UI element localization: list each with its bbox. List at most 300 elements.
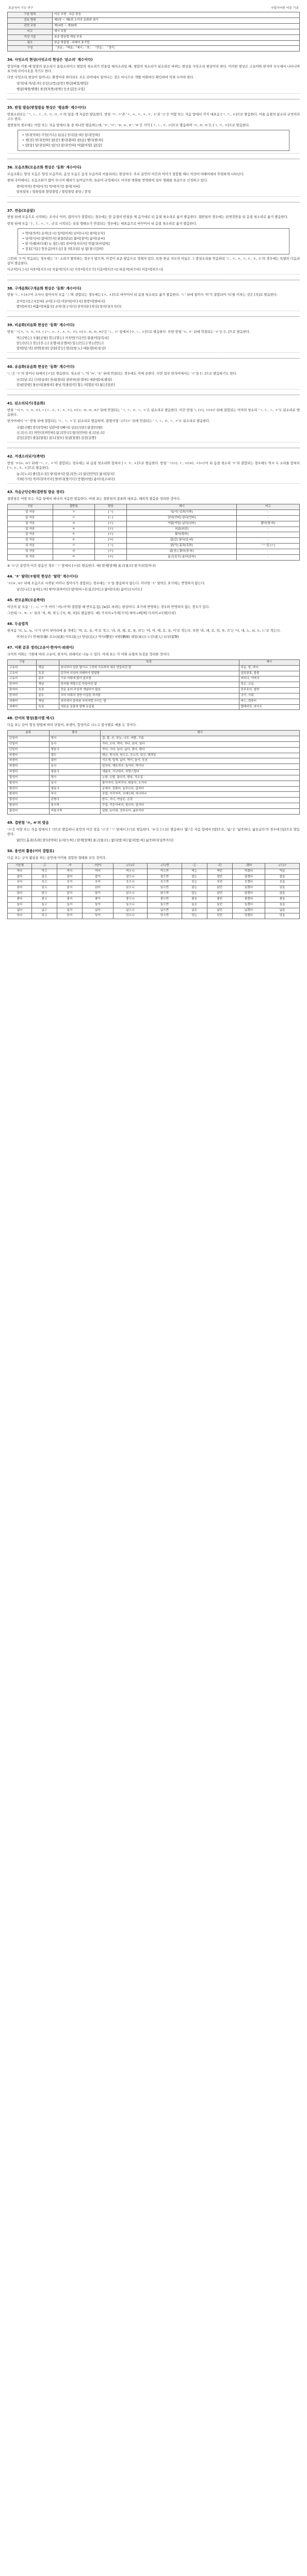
table-header-cell: -던	[207, 863, 232, 869]
section-heading: 46. 두음법칙	[7, 621, 28, 626]
example-line: 각하[가카] 먹히다[머키다] 밝히다[발키다] 맏형[마텽] 좁히다[조피다]	[17, 478, 115, 482]
table-cell: ㄵ	[53, 515, 94, 521]
meta-table	[7, 12, 300, 52]
table-header-cell: -(으)ㄹ	[265, 863, 300, 869]
section-paragraph: 겹받침은 어말 또는 자음 앞에서 하나의 자음만 발음한다. 아래 표는 겹받침의 종류와 대표음, 예외적 발음을 정리한 것이다.	[7, 497, 181, 501]
table-cell: 파생어	[8, 770, 50, 775]
table-header-row	[8, 731, 300, 736]
section-paragraph: 다만 사잇소리 현상이 일어나는 환경이라 하더라도 모든 단어에서 일어나는 것은 아니므로 개별 어휘마다 확인하여 익혀 두어야 한다.	[7, 76, 195, 80]
table-row	[8, 688, 300, 693]
section-paragraph: 받침 'ㄱ(ㄲ, ㅋ, ㄳ, ㄺ), ㄷ(ㅅ, ㅆ, ㅈ, ㅊ, ㅌ, ㅎ), ㅂ(ㅍ, ㄼ, ㄿ, ㅄ)'은 'ㄴ, ㅁ' 앞에서 [ㅇ, ㄴ, ㅁ]으로 발음한다. 또한 받침 'ㅁ, ㅇ' 뒤에 연결되는 'ㄹ'은 [ㄴ]으로 발음한다.	[7, 330, 251, 334]
example-line: 신고[신:꼬] 껴안다[껴안따] 앉고[안꼬] 얹다[언따] 삼고[삼:꼬]	[17, 431, 105, 435]
table-cell: ㄳ	[53, 510, 94, 516]
table-cell: 형용사	[49, 770, 100, 775]
table-row	[8, 798, 300, 803]
table-cell: 닦고	[32, 913, 57, 919]
example-line: 놓고[노코] 좋던[조:턴] 쌓지[싸치] 많고[만:코] 않던[안턴] 닳지[달치]	[17, 472, 115, 477]
table-cell: 외곬[외골]	[127, 527, 237, 532]
dotted-rule	[7, 153, 300, 154]
table-cell: 닦을	[265, 913, 300, 919]
example-line: 냇가[내:까/낻:까] 콧등[코뜽/콛뜽] 뱃길[배낄/밷낄]	[17, 82, 88, 86]
table-cell: 접미	[49, 758, 100, 764]
example-list	[17, 378, 290, 387]
section-paragraph: 디귿이[디그시] 지읒이[지으시] 치읓이[치으시] 키읔이[키으기] 티읕이[티으시] 피읖이[피으비] 히읗이[히으시]	[7, 268, 163, 272]
example-line: • 넋이[넉씨] 앉아[안자] 닭을[달글] 젊어[절머] 곬이[골씨]	[22, 236, 105, 241]
table-cell: 특징	[37, 671, 59, 676]
table-cell: -	[236, 527, 299, 532]
table-cell: 잡을	[265, 874, 300, 880]
table-cell: 국어 어휘의 절반 이상을 차지함	[59, 693, 239, 699]
table-cell: 명사	[49, 775, 100, 781]
section-paragraph: 'ㅎ(ㄶ, ㅀ)' 뒤에 모음으로 시작된 어미나 접미사가 결합되는 경우에는 'ㅎ'을 발음하지 않는다. 이러한 'ㅎ' 탈락은 표기에는 반영하지 않는다.	[7, 581, 205, 585]
table-cell: 앉다	[8, 891, 32, 897]
table-cell: 맨손, 풋사과, 헛수고, 군소리, 덧신, 햇과일	[100, 753, 299, 758]
section-block	[7, 202, 300, 275]
table-cell: 앉으니	[113, 891, 148, 897]
table-cell: 먹던	[207, 869, 232, 874]
example-line: 난로[날:로] 신라[실라] 천리[철리] 광한루[광:할루] 대관령[대:괄령]	[17, 378, 112, 382]
table-row	[8, 775, 300, 781]
section-paragraph: 현대 국어에서는 모음조화가 많이 무너져 예외가 늘어났으며, 표준어 규정에서도 이러한 변화를 반영하여 일부 형태를 표준으로 인정하고 있다.	[7, 179, 208, 183]
table-header-cell: -(으)니	[113, 863, 148, 869]
table-cell: 파생어	[8, 753, 50, 758]
meta-value: 어문 규범 · 표준 발음	[53, 12, 300, 18]
table-row	[8, 693, 300, 699]
table-cell: 지우개, 덮개, 넓이, 먹이, 놀이, 웃음	[100, 758, 299, 764]
table-cell: 잡으면	[148, 874, 182, 880]
table-cell: 큰집, 작은아버지, 힘쓰다, 앞서다	[100, 803, 299, 809]
table-row	[8, 891, 300, 897]
table-cell: 웃는	[182, 880, 207, 886]
table-header-cell: 겹받침	[53, 504, 94, 510]
table-cell: 단일어	[8, 741, 50, 747]
table-cell: -	[236, 538, 299, 544]
section-paragraph: 받침 뒤에 모음으로 시작하는 조사나 어미, 접미사가 결합되는 경우에는 앞 음절의 받침을 제 음가대로 뒤 음절 첫소리로 옮겨 발음한다. 겹받침의 경우에는 뒤엣것만을 뒤 음절 첫소리로 옮겨 발음한다.	[7, 215, 288, 219]
example-line: • 닦다[닥따] 키읔[키윽] 옷[옫] 웃다[욷:따] 있다[읻따]	[22, 133, 100, 137]
table-row	[8, 671, 300, 676]
table-cell: 넓으면	[148, 908, 182, 913]
table-row	[8, 874, 300, 880]
meta-key: 작성 기준	[8, 35, 53, 40]
example-line: 곧이듣다[고지듣따] 굳이[구지] 미닫이[미다지] 땀받이[땀바지]	[17, 299, 105, 303]
table-cell: 합성어	[8, 792, 50, 798]
table-cell: 버스, 컴퓨터	[239, 699, 299, 704]
meta-row	[8, 12, 300, 18]
section-paragraph: 어간의 끝 모음 'ㅣ, ㅗ, ㅜ'가 어미 '-어/-아'와 결합할 때 반모음 [j], [w]로 바뀌는 현상이다. 표기에 반영하는 경우와 반영하지 않는 경우가 있다.	[7, 605, 210, 609]
table-cell: 앞 자음	[8, 521, 53, 527]
dotted-rule	[7, 442, 300, 443]
section-paragraph: 'ㄴ'은 'ㄹ'의 앞이나 뒤에서 [ㄹ]로 발음한다. 첫소리 'ㄴ'이 'ㅀ', 'ㄾ' 뒤에 연결되는 경우에도 이에 준한다. 다만 일부 한자어에서는 'ㄹ'을 [ㄴ]으로 발음하기도 한다.	[7, 371, 237, 376]
table-cell: 높으면	[148, 902, 182, 908]
table-cell: 단일어	[8, 736, 50, 742]
table-header-cell: 특징	[59, 659, 239, 665]
example-line: • 겉옷[거돋] 헛웃음[허두슴] 꽃 위[꼬뒤] 넋 없다[너겁따]	[22, 247, 104, 251]
table-cell: 국가, 사회	[239, 693, 299, 699]
meta-key: 구분 항목	[8, 12, 53, 18]
table-cell: 먹겠다	[232, 869, 265, 874]
section-paragraph: 다음 표는 규칙 활용을 하는 용언에 어미를 결합한 형태를 보인 것이다.	[7, 856, 107, 860]
table-cell: 감각어·의성어·의태어가 발달함	[59, 671, 239, 676]
table-row	[8, 902, 300, 908]
table-row	[8, 896, 300, 902]
table-cell: 삶[삼:] 젊다[점:따]	[127, 549, 237, 554]
table-header-cell: 품사	[49, 731, 100, 736]
word-formation-table	[7, 730, 300, 814]
table-cell: 앞 자음	[8, 532, 53, 538]
section-heading: 37. 연음(모음앞)	[7, 208, 35, 213]
meta-row	[8, 29, 300, 35]
table-cell: 앉다[안따] 얹다[언따]	[127, 515, 237, 521]
meta-value: 제3장 ~ 제5장 소리의 동화와 첨가	[53, 18, 300, 24]
dotted-rule	[7, 196, 300, 197]
table-row	[8, 808, 300, 814]
table-row	[8, 736, 300, 742]
table-cell: 명사	[49, 736, 100, 742]
meta-key: 비고	[8, 29, 53, 35]
table-cell: ㅄ	[53, 538, 94, 544]
table-cell: 잡고	[32, 874, 57, 880]
table-row	[8, 549, 300, 554]
table-cell: 읽는	[182, 886, 207, 891]
section-heading: 42. 거센소리되기(축약)	[7, 454, 45, 459]
table-row	[8, 869, 300, 874]
table-cell: ㄼ	[53, 521, 94, 527]
table-cell: 개념	[37, 682, 59, 688]
table-cell: 닦으면	[148, 913, 182, 919]
section-paragraph: 받침 'ㄱ(ㄲ, ㅋ, ㄳ, ㄺ), ㄷ(ㅅ, ㅆ, ㅈ, ㅊ, ㅌ), ㅂ(ㅍ, ㄼ, ㄿ, ㅄ)' 뒤에 연결되는 'ㄱ, ㄷ, ㅂ, ㅅ, ㅈ'은 된소리로 발음한다. 어간 받침 'ㄴ(ㄵ), ㅁ(ㄻ)' 뒤에 결합되는 어미의 첫소리 'ㄱ, ㄷ, ㅅ, ㅈ'도 된소리로 발음한다.	[7, 409, 300, 417]
table-cell: 좋은	[182, 896, 207, 902]
section-46	[7, 622, 300, 639]
table-row	[8, 753, 300, 758]
section-heading: 48. 단어의 형성(품사별 예시)	[7, 716, 55, 721]
section-block	[7, 58, 300, 93]
table-cell: 읽어	[82, 886, 113, 891]
table-cell: 읽을	[265, 886, 300, 891]
header-left: 표준국어 기능 연구	[8, 7, 34, 10]
table-cell: 민주주의, 철학	[239, 688, 299, 693]
example-line: 낳은[나은] 놓아[노아] 쌓이다[싸이다] 많아[마:나] 않은[아는] 닳아[다라] 싫어도[시러도]	[17, 587, 142, 591]
table-cell: 한자를 바탕으로 만들어진 말	[59, 682, 239, 688]
table-cell: 좋으면	[148, 896, 182, 902]
dotted-rule	[7, 483, 300, 484]
table-row	[8, 781, 300, 786]
table-cell: 닦다	[8, 913, 32, 919]
table-cell: 돌아가다, 들어가다, 뛰놀다, 오가다	[100, 781, 299, 786]
table-cell: 좋을	[265, 896, 300, 902]
table-cell: 웃으니	[113, 880, 148, 886]
table-header-cell: 발음	[94, 504, 126, 510]
table-cell: 한자어	[8, 693, 37, 699]
table-cell: [ㄹ]	[94, 527, 126, 532]
section-45	[7, 598, 300, 616]
table-cell: 외국에서 들어와 국어처럼 쓰이는 말	[59, 699, 239, 704]
table-cell: 먹는	[182, 869, 207, 874]
example-line: 밭이[바치] 벼훑이[벼훌치] 굳히다[구치다] 닫히다[다치다] 묻히다[무치다]	[17, 304, 121, 309]
table-cell: 좋다	[8, 896, 32, 902]
table-cell: 특징	[37, 704, 59, 710]
dotted-rule	[7, 93, 300, 94]
section-paragraph: 그런데 'ㅎ'이 연음되는 경우에는 'ㅎ' 소리가 탈락하는 경우가 많으며, 이것이 표준 발음으로 정해져 있다. 또한 한글 자모의 이름은 그 받침소리를 연음하되 'ㄷ, ㅈ, ㅊ, ㅋ, ㅌ, ㅍ, ㅎ'의 경우에는 특별히 다음과 같이 발음한다.	[7, 257, 300, 266]
section-paragraph: 모음조화는 양성 모음은 양성 모음끼리, 음성 모음은 음성 모음끼리 어울리려는 현상이다. 주로 용언의 어간과 어미가 결합할 때나 의성어·의태어에서 뚜렷하게 나타난다.	[7, 173, 245, 177]
section-paragraph: 겹받침의 경우에는 어말 또는 자음 앞에서 둘 중 하나만 발음하는데, 'ㄳ', 'ㄵ', 'ㄼ, ㄽ, ㄾ', 'ㅄ'은 각각 [ㄱ, ㄴ, ㄹ, ㅂ]으로 발음하며 'ㄺ, ㄻ, ㄿ'은 [ㄱ, ㅁ, ㅂ]으로 발음한다.	[7, 123, 250, 127]
table-cell: 닦지	[57, 913, 82, 919]
table-cell: 곧잘, 이리저리, 오래오래, 하나하나	[100, 792, 299, 798]
table-cell: 하늘, 땅, 바다	[239, 665, 299, 671]
table-cell: 높지	[57, 902, 82, 908]
table-row	[8, 741, 300, 747]
table-cell: 닦으니	[113, 913, 148, 919]
meta-value: 표준 발음법 해설 부록	[53, 35, 300, 40]
table-cell: 잡지	[57, 874, 82, 880]
table-cell: 앉을	[265, 891, 300, 897]
section-heading: 49. 겹받침 'ㄺ, ㄼ'의 발음	[7, 820, 49, 825]
table-cell: 앞 자음	[8, 527, 53, 532]
table-row	[8, 886, 300, 891]
section-44	[7, 574, 300, 592]
table-cell: [ㅁ]	[94, 549, 126, 554]
meta-row	[8, 46, 300, 52]
example-line: 닫는[단는] 짓는[진:는] 옷맵시[온맵씨] 있는[인는] 맞는[만는]	[17, 341, 104, 345]
table-row	[8, 527, 300, 532]
table-cell: 닦던	[207, 913, 232, 919]
table-cell: 덮밥, 늦더위, 검푸르다, 굶주리다	[100, 808, 299, 814]
table-row	[8, 510, 300, 516]
conjugation-table	[7, 863, 300, 919]
table-cell: 가다, 오다, 먹다, 자다, 보다, 읽다	[100, 741, 299, 747]
table-cell: 웃던	[207, 880, 232, 886]
table-row	[8, 913, 300, 919]
table-cell: 텔레비전, 라디오	[239, 704, 299, 710]
table-cell: 앞 자음	[8, 538, 53, 544]
table-row	[8, 880, 300, 886]
table-cell: 앉던	[207, 891, 232, 897]
table-cell: 닭[닥] 흙과[흑꽈]	[127, 544, 237, 549]
table-row	[8, 758, 300, 764]
table-cell: 여덟[여덜] 넓다[널따]	[127, 521, 237, 527]
table-cell: 형용사	[49, 747, 100, 753]
section-50	[7, 849, 300, 919]
table-cell: 잡다	[8, 874, 32, 880]
table-cell: 한자어	[8, 682, 37, 688]
table-row	[8, 908, 300, 913]
table-cell: 웃다	[8, 880, 32, 886]
table-header-cell: 예시	[127, 504, 237, 510]
table-cell: 넓은	[182, 908, 207, 913]
table-cell: 잡던	[207, 874, 232, 880]
table-row	[8, 747, 300, 753]
table-cell: 형용사	[49, 786, 100, 792]
section-paragraph: 한자어에서 'ㄹ' 받침 뒤에 결합되는 'ㄷ, ㅅ, ㅈ'은 된소리로 발음하며, 관형사형 '-(으)ㄹ' 뒤에 연결되는 'ㄱ, ㄷ, ㅂ, ㅅ, ㅈ'도 된소리로 발음한다.	[7, 419, 211, 423]
table-cell: 좋고	[32, 896, 57, 902]
example-box	[18, 228, 289, 255]
table-cell: 접두	[49, 753, 100, 758]
meta-value: 한글 맞춤법 · 외래어 표기법	[53, 40, 300, 46]
table-cell: [ㄱ]	[94, 510, 126, 516]
table-cell: 앞 자음	[8, 510, 53, 516]
table-cell: 파생어	[8, 758, 50, 764]
table-cell: 닦는	[182, 913, 207, 919]
table-row	[8, 515, 300, 521]
table-cell: 닦겠다	[232, 913, 265, 919]
table-cell: 먹으니	[113, 869, 148, 874]
table-cell: 집, 물, 산, 하늘, 나무, 바람, 구름	[100, 736, 299, 742]
table-cell: 부사	[49, 792, 100, 798]
section-paragraph: 한자음 '녀, 뇨, 뉴, 니'가 단어 첫머리에 올 적에는 '여, 요, 유, 이'로 적고, '랴, 려, 례, 료, 류, 리'는 '야, 여, 예, 요, 유, 이'로 적는다. 또한 '라, 래, 로, 뢰, 루, 르'는 '나, 내, 노, 뇌, 누, 느'로 적는다.	[7, 629, 281, 633]
example-line: 먹는[멍는] 국물[궁물] 깎는[깡는] 키읔만[키응만] 몫몫이[몽목씨]	[17, 336, 109, 340]
example-line: 여자(女子) 연세(年歲) 요소(尿素) 이토(泥土) 양심(良心) 역사(歷史) 낙원(樂園) 내일(來日) 노인(老人) 뇌성(雷聲)	[17, 635, 179, 639]
section-paragraph: 다음 표는 단어 형성 방법에 따라 단일어, 파생어, 합성어로 나누고 품사별로 예를 든 것이다.	[7, 723, 137, 727]
table-row	[8, 532, 300, 538]
table-cell: 새로운 문물과 함께 유입됨	[59, 704, 239, 710]
table-cell: 'ㄱ' 앞 [ㄹ]	[236, 544, 299, 549]
table-cell: 좋던	[207, 896, 232, 902]
dotted-rule	[7, 352, 300, 353]
example-list	[17, 426, 290, 440]
table-cell: 높은	[182, 902, 207, 908]
table-header-cell: -지	[57, 863, 82, 869]
table-cell: 외래어	[8, 704, 37, 710]
header-right: 국립국어원 어문 기준	[270, 7, 299, 10]
meta-key: 참조	[8, 40, 53, 46]
table-cell: 닦아	[82, 913, 113, 919]
table-cell: 학교, 교실	[239, 682, 299, 688]
meta-row	[8, 40, 300, 46]
running-header	[7, 6, 300, 12]
table-header-cell: 분류	[8, 731, 50, 736]
table-cell: 웃지	[57, 880, 82, 886]
section-heading: 35. 받침 발음(받침발음 현상은 '평음화' 계수이다)	[7, 105, 86, 110]
table-cell: 넓다	[8, 908, 32, 913]
table-cell: 먹고	[32, 869, 57, 874]
table-cell: 고유어	[8, 676, 37, 682]
table-cell: 잡으니	[113, 874, 148, 880]
table-cell: 웃을	[265, 880, 300, 886]
section-48	[7, 716, 300, 814]
table-cell: 새롭다, 가난하다, 자랑스럽다	[100, 770, 299, 775]
example-list	[17, 184, 290, 194]
table-header-row	[8, 504, 300, 510]
table-cell: 높다	[8, 902, 32, 908]
example-list	[17, 336, 290, 351]
table-cell: 읽지	[57, 886, 82, 891]
table-row	[8, 786, 300, 792]
table-cell: 통사적	[49, 803, 100, 809]
table-cell: 뒤 자음	[8, 544, 53, 549]
table-cell: 비통사적	[49, 808, 100, 814]
table-header-cell: -는	[182, 863, 207, 869]
section-block	[7, 99, 300, 154]
table-cell: 작다, 크다, 높다, 넓다, 좋다, 밝다	[100, 747, 299, 753]
table-cell: 핥다[할따]	[127, 532, 237, 538]
table-cell: ㄻ	[53, 549, 94, 554]
example-line: 갈등[갈뜽] 발동[발똥] 절도[절또] 말살[말쌀] 갈증[갈쯩]	[17, 436, 96, 440]
table-cell: 고유어	[8, 665, 37, 671]
table-cell: 먹을	[265, 869, 300, 874]
table-cell: 읽겠다	[232, 886, 265, 891]
table-cell: 넓을	[265, 908, 300, 913]
consonant-cluster-table	[7, 504, 300, 560]
section-49	[7, 821, 300, 843]
section-heading: 39. 비음화(비음화 현상은 '동화' 계수이다)	[7, 323, 75, 327]
table-cell: 합성어	[8, 798, 50, 803]
table-cell: 넓고	[32, 908, 57, 913]
example-list	[17, 81, 290, 91]
section-paragraph: 'ㄺ'은 어말 또는 자음 앞에서 [ㄱ]으로 발음하나 용언의 어간 말음 'ㄺ'은 'ㄱ' 앞에서 [ㄹ]로 발음한다. 'ㄼ'은 [ㄹ]로 발음하나 '밟-'은 자음 앞에서 [밥]으로, '넓-'은 '넓죽하다, 넓둥글다'의 경우에 [넙]으로 발음한다.	[7, 827, 300, 836]
table-cell: ㄾ	[53, 532, 94, 538]
section-heading: 47. 어휘 분류 정리(고유어·한자어·외래어)	[7, 645, 74, 650]
section-divider	[7, 358, 300, 359]
table-cell: 웃어	[82, 880, 113, 886]
meta-key: 검토 범위	[8, 18, 53, 24]
table-header-cell: 예시	[239, 659, 299, 665]
table-cell: 앉아	[82, 891, 113, 897]
table-cell: [ㅂ]	[94, 554, 126, 560]
table-note: ※ 'ㄺ'은 용언의 어간 말음인 경우 'ㄱ' 앞에서 [ㄹ]로 발음한다. 예) 맑게[말께] 묽고[물꼬] 얽거나[얼꺼나]	[7, 564, 156, 568]
table-cell: 높아	[82, 902, 113, 908]
table-cell: 앉으면	[148, 891, 182, 897]
table-cell: 읊고[읍꼬] 읊다[읍따]	[127, 554, 237, 560]
table-cell: -	[236, 554, 299, 560]
table-cell: 특징	[37, 688, 59, 693]
table-cell: 뒤 자음	[8, 549, 53, 554]
table-header-cell: 비고	[236, 504, 299, 510]
table-cell: 높던	[207, 902, 232, 908]
table-cell: 읽으면	[148, 886, 182, 891]
meta-row	[8, 18, 300, 24]
example-list	[17, 472, 290, 482]
table-cell: 잡아	[82, 874, 113, 880]
table-cell: 본디부터 있던 말이나 그것에 기초하여 새로 만들어진 말	[59, 665, 239, 671]
table-cell: 읽고	[32, 886, 57, 891]
section-block	[7, 358, 300, 389]
table-header-cell	[37, 659, 59, 665]
table-cell: 고유어	[8, 671, 37, 676]
table-cell: -	[236, 549, 299, 554]
example-line: 알록달록 / 얼룩덜룩 찰랑찰랑 / 철렁철렁 퐁당 / 풍덩	[17, 190, 91, 194]
table-cell: 높겠다	[232, 902, 265, 908]
table-cell: -	[236, 510, 299, 516]
section-block	[7, 280, 300, 311]
table-cell: 어머니, 아버지	[239, 676, 299, 682]
meta-row	[8, 35, 300, 40]
section-heading: 50. 용언의 활용(어미 결합표)	[7, 849, 55, 853]
table-cell: ㄺ	[53, 544, 94, 549]
table-cell: 앞 자음	[8, 515, 53, 521]
example-line: • 깎아[까까] 옷이[오시] 있어[이써] 낮이[나지] 꽂아[꼬자]	[22, 231, 105, 235]
document-page	[7, 0, 300, 919]
example-line: 칼날[칼랄] 물난리[물랄리] 줄넘기[줄럼끼] 할는지[할른지] 닳는[달른]	[17, 383, 115, 387]
table-cell: 잡는	[182, 874, 207, 880]
example-line: • 앞[압] 덮다[덥따] 넋[넉] 앉다[안따] 여덟[여덜] 값[갑]	[22, 144, 102, 148]
meta-value: 제14항 ~ 제30항	[53, 24, 300, 29]
table-header-cell: -어/아	[82, 863, 113, 869]
table-cell: ㄽ	[53, 527, 94, 532]
table-cell: 넋[넉] 넋과[넉꽈]	[127, 510, 237, 516]
table-row	[8, 682, 300, 688]
table-row	[8, 764, 300, 770]
section-block	[7, 448, 300, 484]
section-paragraph: 받침소리로는 'ㄱ, ㄴ, ㄷ, ㄹ, ㅁ, ㅂ, ㅇ'의 일곱 개 자음만 발음한다. 받침 'ㄲ, ㅋ'과 'ㅅ, ㅆ, ㅈ, ㅊ, ㅌ, ㅎ'과 'ㅍ'은 어말 또는 자음 앞에서 각각 대표음 [ㄱ, ㄷ, ㅂ]으로 발음한다. 이를 음절의 끝소리 규칙이라고도 한다.	[7, 112, 300, 121]
table-header-row	[8, 659, 300, 665]
section-heading: 41. 된소리되기(경음화)	[7, 401, 45, 406]
table-cell: 한자어	[8, 688, 37, 693]
meta-key: 구성	[8, 46, 53, 52]
table-cell: 동사	[49, 781, 100, 786]
section-heading: 36. 모음조화(모음조화 현상은 '동화' 계수이다)	[7, 165, 82, 170]
table-cell: 합성어	[8, 786, 50, 792]
table-cell: 좋아	[82, 896, 113, 902]
section-heading: 40. 유음화(유음화 현상은 '동화' 계수이다)	[7, 365, 75, 369]
